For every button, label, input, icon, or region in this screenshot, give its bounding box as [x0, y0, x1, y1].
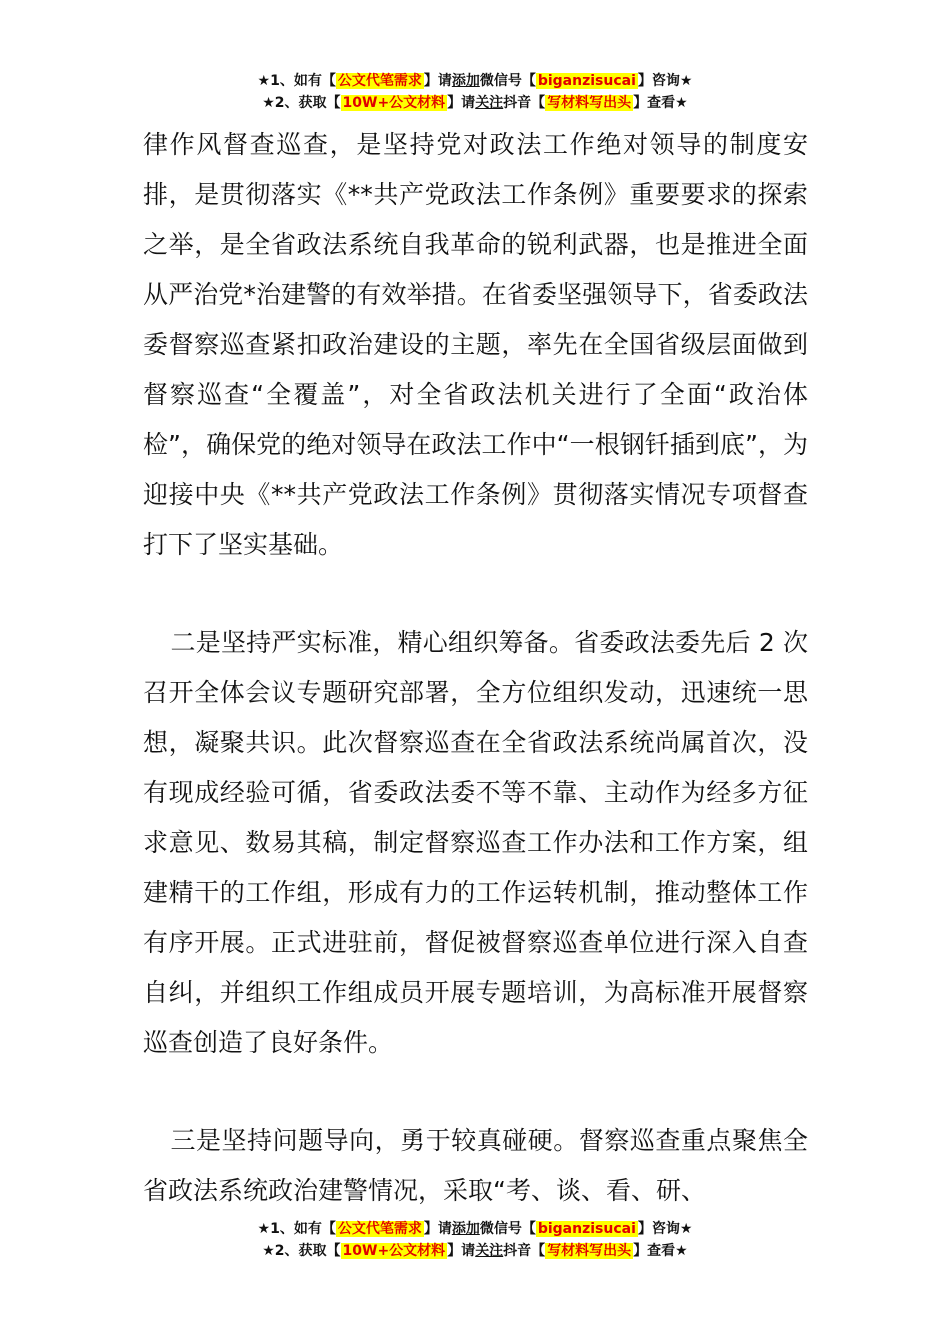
banner-line-1: [0, 70, 950, 92]
banner-line-2: [0, 1240, 950, 1262]
banner-text: ★1、如有【: [257, 1221, 336, 1237]
highlight-materials: 10W+公文材料: [342, 1243, 446, 1259]
banner-underlined-text: 关注: [475, 95, 504, 111]
banner-text: ★1、如有【: [257, 73, 336, 89]
banner-underlined-text: 添加: [451, 1221, 480, 1237]
banner-text: 】咨询★: [637, 73, 693, 89]
banner-text: 】请: [447, 95, 476, 111]
footer-banner: [0, 1218, 950, 1262]
banner-underlined-text: 关注: [475, 1243, 504, 1259]
highlight-douyin-account: 写材料写出头: [547, 95, 632, 111]
paragraph-2: 二是坚持严实标准，精心组织筹备。省委政法委先后 2 次召开全体会议专题研究部署，全方位组织发动，迅速统一思想，凝聚共识。此次督察巡查在全省政法系统尚属首次，没有现成经验可循，省委政法委不等不靠、主动作为经多方征求意见、数易其稿，制定督察巡查工作办法和工作方案，组建精干的工作组，形成有力的工作运转机制，推动整体工作有序开展。正式进驻前，督促被督察巡查单位进行深入自查自纠，并组织工作组成员开展专题培训，为高标准开展督察巡查创造了良好条件。: [143, 628, 808, 1057]
banner-text: 抖音【: [503, 95, 546, 111]
banner-text: 】请: [423, 73, 452, 89]
banner-underlined-text: 添加: [451, 73, 480, 89]
header-banner: [0, 70, 950, 114]
banner-text: 】请: [423, 1221, 452, 1237]
banner-text: 】咨询★: [637, 1221, 693, 1237]
highlight-wechat-id: biganzisucai: [537, 1221, 636, 1237]
paragraph-1: 律作风督查巡查，是坚持党对政法工作绝对领导的制度安排，是贯彻落实《**共产党政法工作条例》重要要求的探索之举，是全省政法系统自我革命的锐利武器，也是推进全面从严治党*治建警的有效举措。在省委坚强领导下，省委政法委督察巡查紧扣政治建设的主题，率先在全国省级层面做到督察巡查“全覆盖”，对全省政法机关进行了全面“政治体检”，确保党的绝对领导在政法工作中“一根钢钎插到底”，为迎接中央《**共产党政法工作条例》贯彻落实情况专项督查打下了坚实基础。: [143, 130, 808, 559]
banner-text: ★2、获取【: [262, 95, 341, 111]
banner-text: 微信号【: [479, 1221, 536, 1237]
banner-text: ★2、获取【: [262, 1243, 341, 1259]
banner-text: 】请: [447, 1243, 476, 1259]
highlight-service: 公文代笔需求: [337, 1221, 422, 1237]
banner-text: 】查看★: [633, 1243, 688, 1259]
banner-line-2: [0, 92, 950, 114]
highlight-douyin-account: 写材料写出头: [547, 1243, 632, 1259]
banner-text: 微信号【: [479, 73, 536, 89]
banner-line-1: [0, 1218, 950, 1240]
banner-text: 抖音【: [503, 1243, 546, 1259]
highlight-materials: 10W+公文材料: [342, 95, 446, 111]
paragraph-3: 三是坚持问题导向，勇于较真碰硬。督察巡查重点聚焦全省政法系统政治建警情况，采取“考、谈、看、研、: [143, 1126, 808, 1205]
highlight-service: 公文代笔需求: [337, 73, 422, 89]
banner-text: 】查看★: [633, 95, 688, 111]
highlight-wechat-id: biganzisucai: [537, 73, 636, 89]
